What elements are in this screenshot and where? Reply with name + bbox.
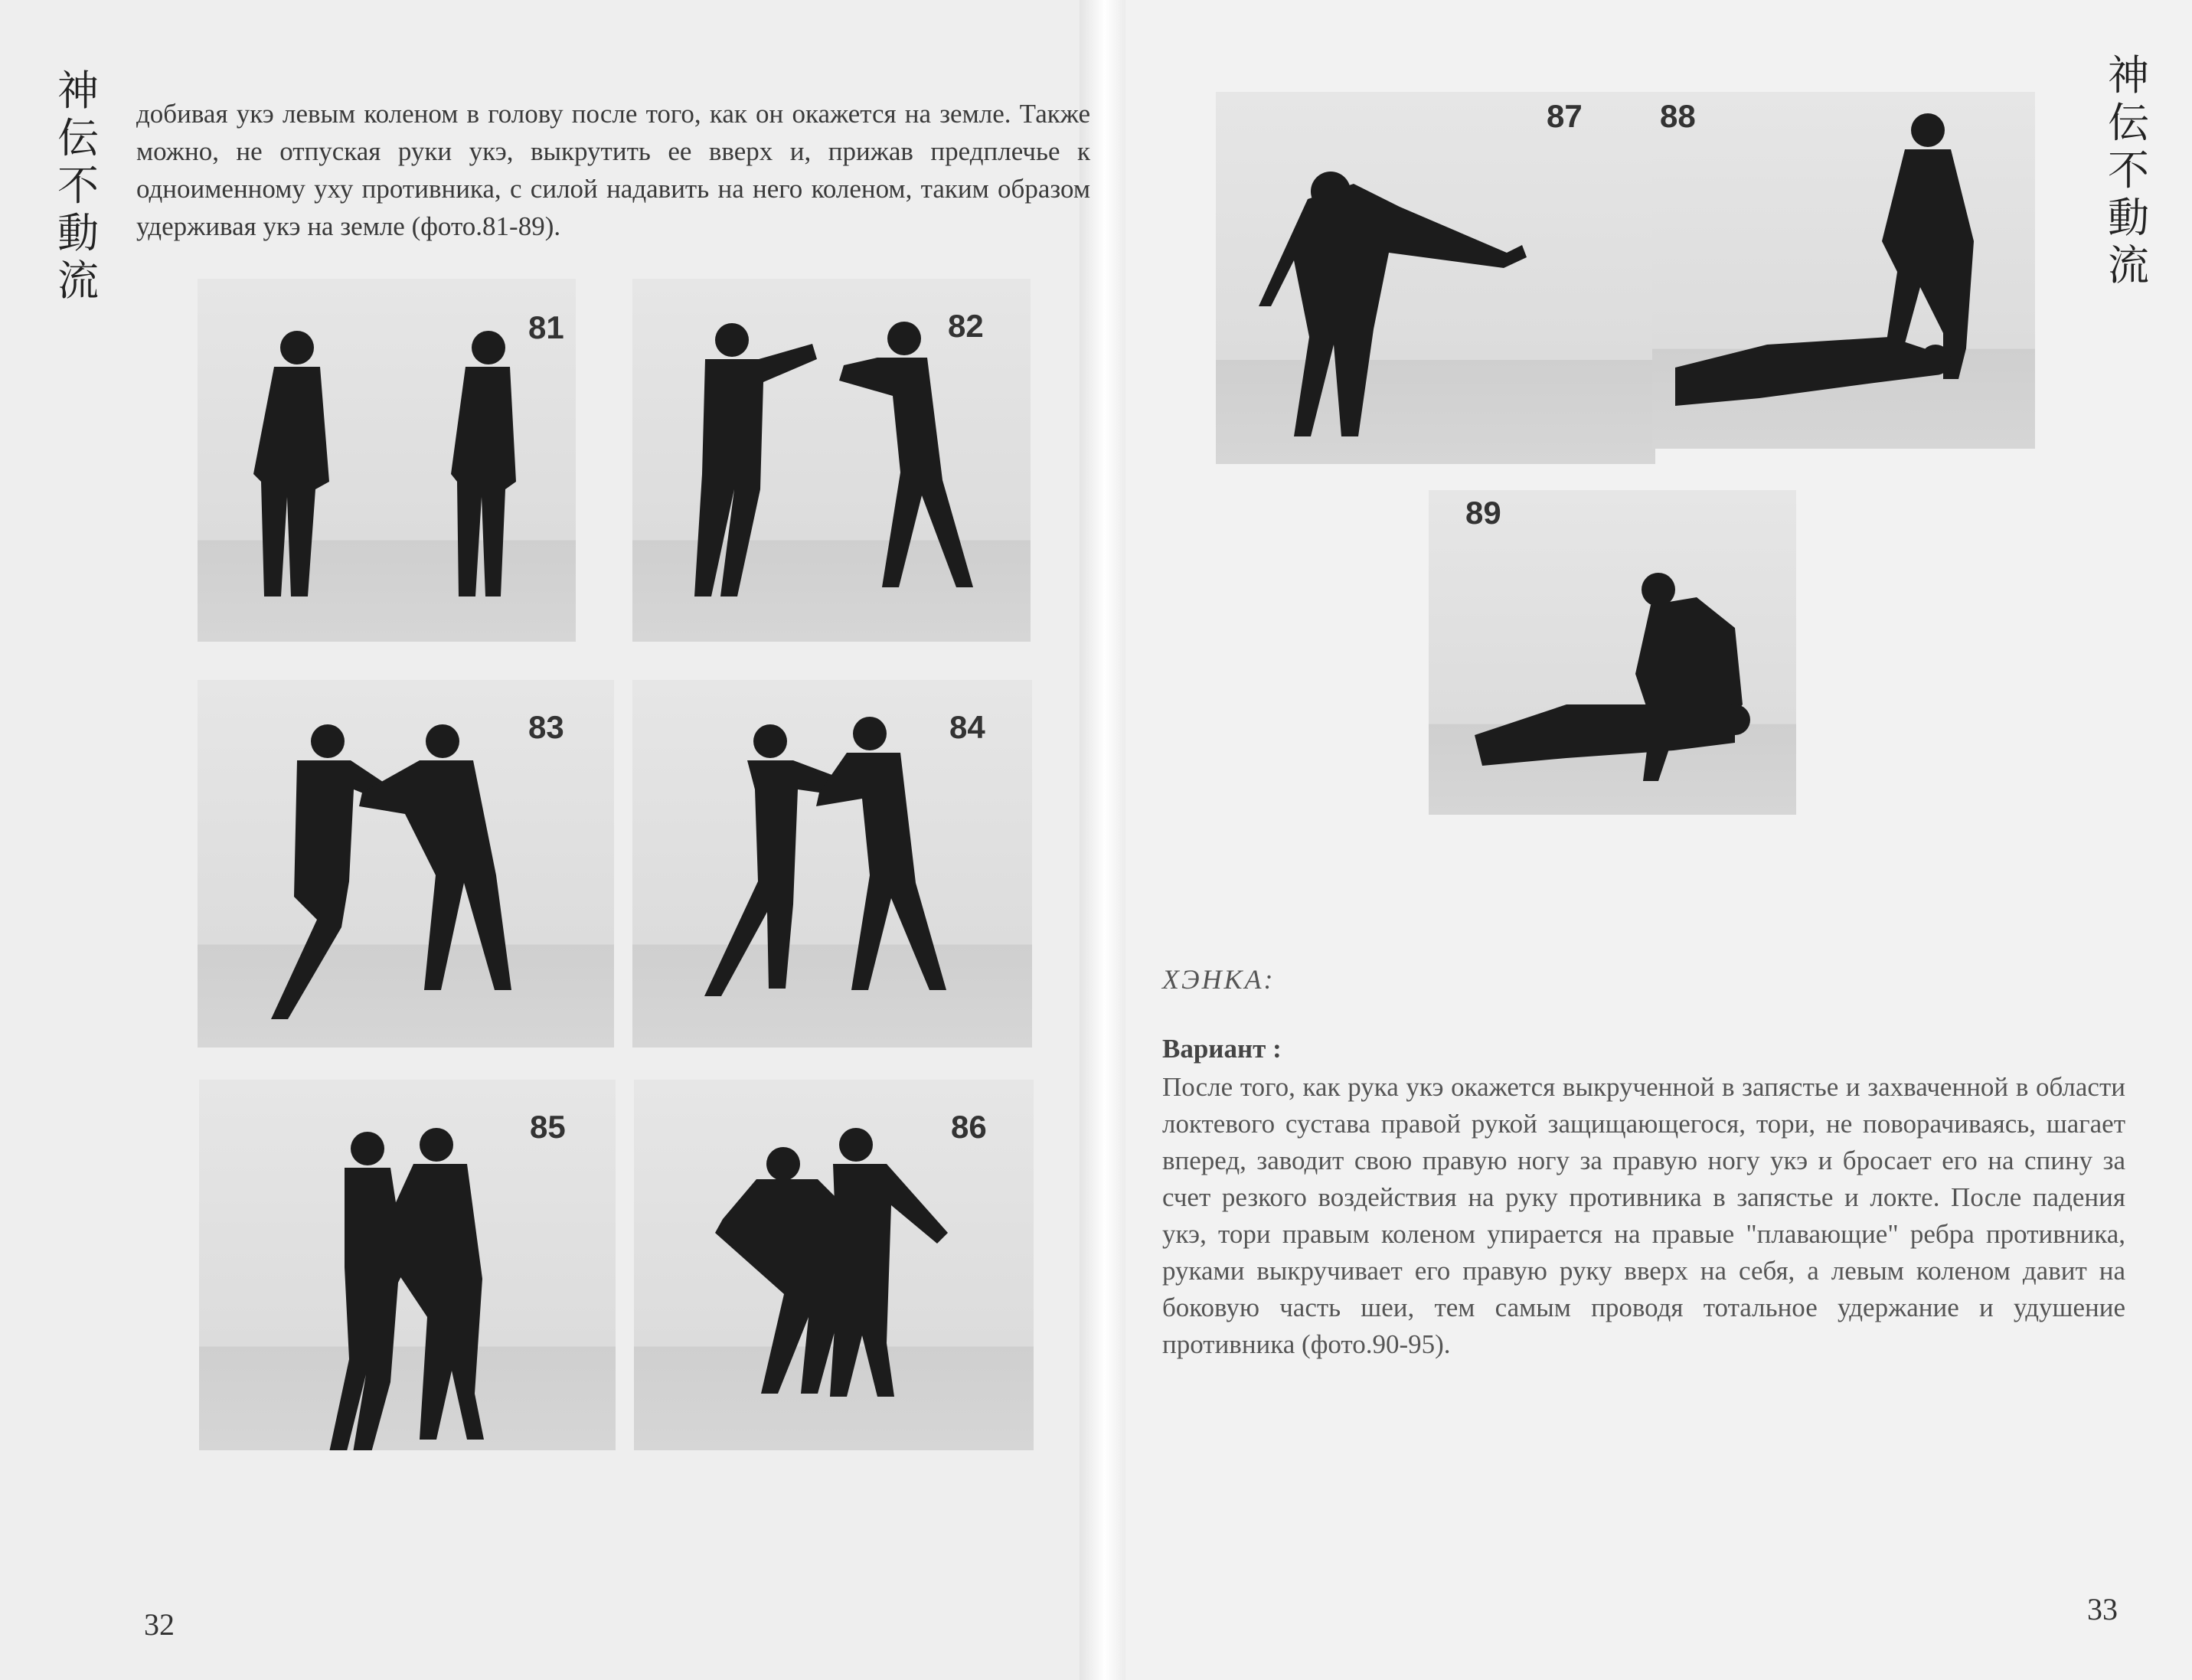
- photo-number: 89: [1465, 495, 1501, 531]
- kanji-char: 動: [57, 209, 99, 257]
- photo-83: [198, 680, 614, 1048]
- kanji-char: 動: [2108, 194, 2149, 242]
- photo-number: 88: [1660, 98, 1696, 134]
- photo-88-illustration: [1652, 92, 2035, 449]
- photo-number: 83: [528, 709, 564, 745]
- photo-89-illustration: [1429, 490, 1796, 815]
- kanji-column-right: [2098, 52, 2159, 289]
- variant-heading: Вариант :: [1162, 1034, 1282, 1064]
- page-number-left: 32: [144, 1607, 175, 1642]
- kanji-column-left: [47, 67, 109, 305]
- left-paragraph: добивая укэ левым коленом в голову после того, как он окажется на земле. Также можно, не отпуская руки укэ, выкрутить ее вверх и, прижав предплечье к одноименному уху противника, с силой надавить на него коленом, таким образом удерживая укэ на земле (фото.81-89).: [136, 99, 1090, 241]
- kanji-char: 神: [57, 67, 99, 115]
- page-number-right: 33: [2087, 1592, 2118, 1626]
- photo-number: 84: [949, 709, 985, 745]
- photo-number: 85: [530, 1109, 566, 1145]
- photo-88: [1652, 92, 2035, 449]
- kanji-char: 伝: [2108, 99, 2149, 147]
- kanji-char: 神: [2108, 51, 2149, 100]
- photo-85: [199, 1080, 616, 1450]
- kanji-char: 不: [57, 162, 99, 210]
- photo-86: [634, 1080, 1034, 1450]
- photo-87: [1216, 92, 1655, 464]
- photo-number: 87: [1547, 98, 1583, 134]
- kanji-char: 不: [2108, 146, 2149, 194]
- book-gutter: [1080, 0, 1125, 1680]
- kanji-char: 伝: [57, 114, 99, 162]
- photo-number: 86: [951, 1109, 987, 1145]
- photo-number: 82: [948, 308, 984, 344]
- section-heading: ХЭНКА:: [1162, 964, 1276, 995]
- photo-82: [632, 279, 1031, 642]
- right-paragraph: После того, как рука укэ окажется выкрученной в запястье и захваченной в области локтевого сустава правой рукой защищающегося, тори, не поворачиваясь, шагает вперед, заводит свою правую ногу за правую ногу укэ и бросает его на спину за счет резкого воздействия на руку противника в запястье и локте. После падения укэ, тори правым коленом упирается на правые "плавающие" ребра противника, руками выкручивает его правую руку вверх на себя, а левым коленом давит на боковую часть шеи, тем самым проводя тотальное удержание и удушение противника (фото.90-95).: [1162, 1072, 2125, 1359]
- photo-84: [632, 680, 1032, 1048]
- photo-89: [1429, 490, 1796, 815]
- photo-number: 81: [528, 309, 564, 345]
- photo-81: [198, 279, 576, 642]
- photo-81-illustration: [198, 279, 576, 642]
- kanji-char: 流: [2108, 241, 2149, 289]
- photo-87-illustration: [1216, 92, 1655, 464]
- kanji-char: 流: [57, 257, 99, 305]
